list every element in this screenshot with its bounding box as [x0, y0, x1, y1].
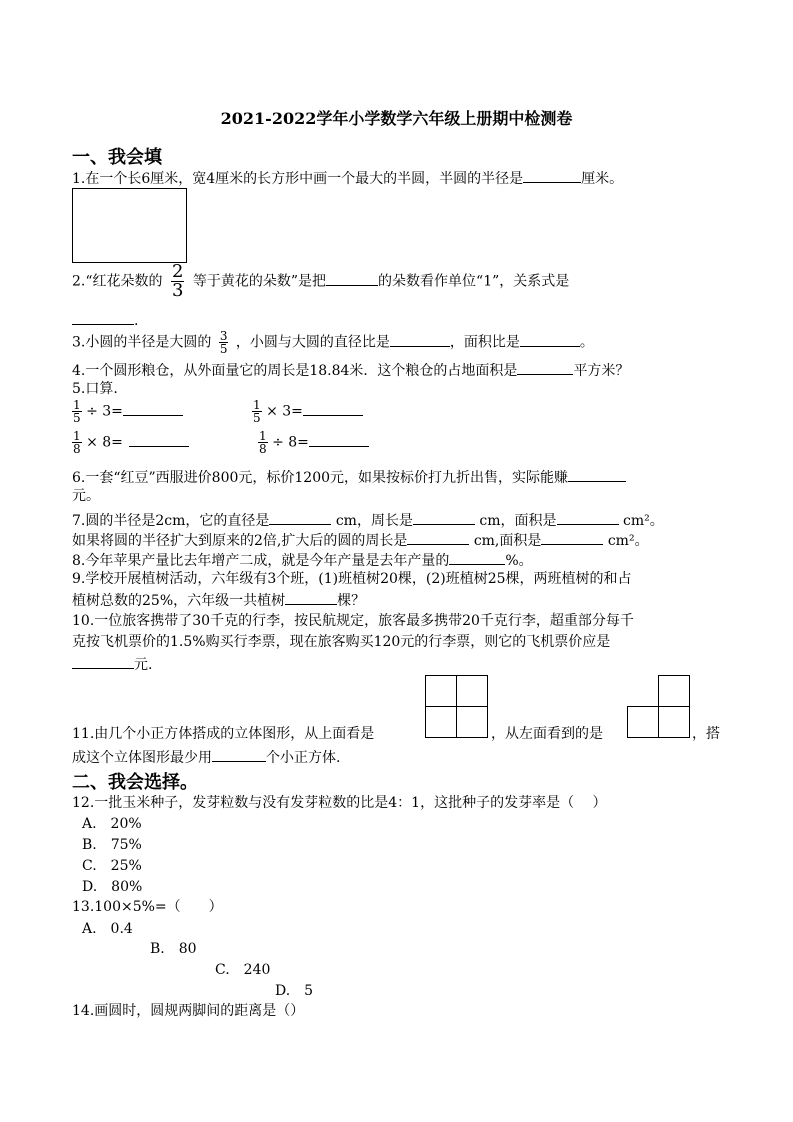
answer-blank[interactable] [557, 510, 619, 525]
question-12: 12.一批玉米种子，发芽粒数与没有发芽粒数的比是4：1，这批种子的发芽率是（ ） [72, 795, 607, 811]
answer-blank[interactable] [523, 168, 581, 183]
question-2 [72, 263, 569, 300]
answer-blank[interactable] [129, 432, 189, 447]
mental-math-item: $\frac{1}{8}$ ÷ 8= [258, 430, 369, 455]
q13-option-c[interactable]: C. 240 [215, 962, 271, 978]
answer-blank[interactable] [390, 332, 450, 347]
fraction: $\frac{3}{5}$ [219, 329, 228, 356]
q12-option-a[interactable]: A. 20% [82, 816, 142, 832]
question-14: 14.画圆时，圆规两脚间的距离是（） [72, 1003, 305, 1019]
question-11-line2: 成这个立体图形最少用 个小正方体. [72, 747, 340, 767]
section-heading-choice: 二、我会选择。 [72, 772, 198, 793]
q12-option-d[interactable]: D. 80% [82, 879, 143, 895]
question-1 [72, 168, 623, 188]
question-4 [72, 360, 629, 380]
q3-end: 。 [579, 334, 594, 351]
question-6 [72, 467, 626, 487]
q12-option-b[interactable]: B. 75% [82, 837, 142, 853]
answer-blank[interactable] [309, 432, 369, 447]
q12-option-c[interactable]: C. 25% [82, 858, 142, 874]
answer-blank[interactable] [517, 360, 573, 375]
question-7: 7.圆的半径是2cm，它的直径是 cm，周长是 cm，面积是 cm²。 [72, 510, 664, 530]
q3-pre: 3.小圆的半径是大圆的 [72, 334, 212, 351]
answer-blank[interactable] [72, 310, 134, 325]
question-9-line2: 植树总数的25%，六年级一共植树 棵？ [72, 590, 365, 610]
answer-blank[interactable] [326, 271, 378, 286]
question-11: 11.由几个小正方体搭成的立体图形，从上面看是 [72, 726, 375, 742]
question-2-line2 [72, 310, 138, 330]
q11-mid: ，从左面看到的是 [491, 726, 603, 742]
question-8: 8.今年苹果产量比去年增产二成，就是今年产量是去年产量的 %。 [72, 550, 533, 570]
answer-blank[interactable] [212, 747, 266, 762]
q1-unit: 厘米。 [581, 171, 624, 187]
question-10: 10.一位旅客携带了30千克的行李，按民航规定，旅客最多携带20千克行李，超重部分每千 [72, 613, 634, 629]
question-3 [72, 330, 594, 355]
q13-option-b[interactable]: B. 80 [150, 941, 197, 957]
q2-post: 的朵数看作单位“1”，关系式是 [378, 273, 570, 290]
mental-math-item: $\frac{1}{5}$ × 3= [252, 399, 363, 424]
answer-blank[interactable] [449, 550, 505, 565]
section-heading-fill: 一、我会填 [72, 147, 162, 168]
answer-blank[interactable] [413, 510, 475, 525]
question-9: 9.学校开展植树活动，六年级有3个班，(1)班植树20棵，(2)班植树25棵，两班植树的和占 [72, 571, 632, 587]
q11-post: ，搭 [692, 726, 720, 742]
mental-math-item: $\frac{1}{8}$ × 8= [72, 430, 189, 455]
q2-end: . [134, 313, 139, 329]
question-10-line3: 元. [72, 654, 152, 674]
answer-blank[interactable] [285, 590, 337, 605]
q4-text: 4.一个圆形粮仓，从外面量它的周长是18.84米．这个粮仓的占地面积是 [72, 363, 518, 379]
question-5: 5.口算. [72, 381, 118, 397]
fraction: $\frac{2}{3}$ [171, 261, 184, 301]
answer-blank[interactable] [407, 530, 469, 545]
question-7-line2: 如果将圆的半径扩大到原来的2倍,扩大后的圆的周长是 cm,面积是 cm²。 [72, 530, 649, 550]
answer-blank[interactable] [520, 332, 580, 347]
answer-blank[interactable] [269, 510, 331, 525]
q13-option-a[interactable]: A. 0.4 [82, 921, 133, 937]
q2-mid: 等于黄花的朵数”是把 [192, 273, 327, 290]
answer-blank[interactable] [72, 654, 134, 669]
q6-unit: 元。 [72, 488, 100, 504]
rectangle-figure [72, 188, 187, 263]
mental-math-item: $\frac{1}{5}$ ÷ 3= [72, 399, 183, 424]
answer-blank[interactable] [541, 530, 603, 545]
q13-option-d[interactable]: D. 5 [275, 983, 314, 999]
q3-mid: ，小圆与大圆的直径比是 [235, 334, 390, 351]
q4-unit: 平方米？ [573, 363, 630, 379]
answer-blank[interactable] [123, 401, 183, 416]
q1-text: 1.在一个长6厘米，宽4厘米的长方形中画一个最大的半圆，半圆的半径是 [72, 171, 524, 187]
q6-text: 6.一套“红豆”西服进价800元，标价1200元，如果按标价打九折出售，实际能赚 [72, 470, 569, 486]
q3-mid2: ，面积比是 [449, 334, 520, 351]
page-title: 2021-2022学年小学数学六年级上册期中检测卷 [220, 109, 573, 128]
question-10-line2: 克按飞机票价的1.5%购买行李票，现在旅客购买120元的行李票，则它的飞机票价应是 [72, 634, 611, 650]
answer-blank[interactable] [568, 467, 626, 482]
question-13: 13.100×5%=（ ） [72, 899, 223, 915]
answer-blank[interactable] [303, 401, 363, 416]
q2-pre: 2.“红花朵数的 [72, 273, 163, 290]
